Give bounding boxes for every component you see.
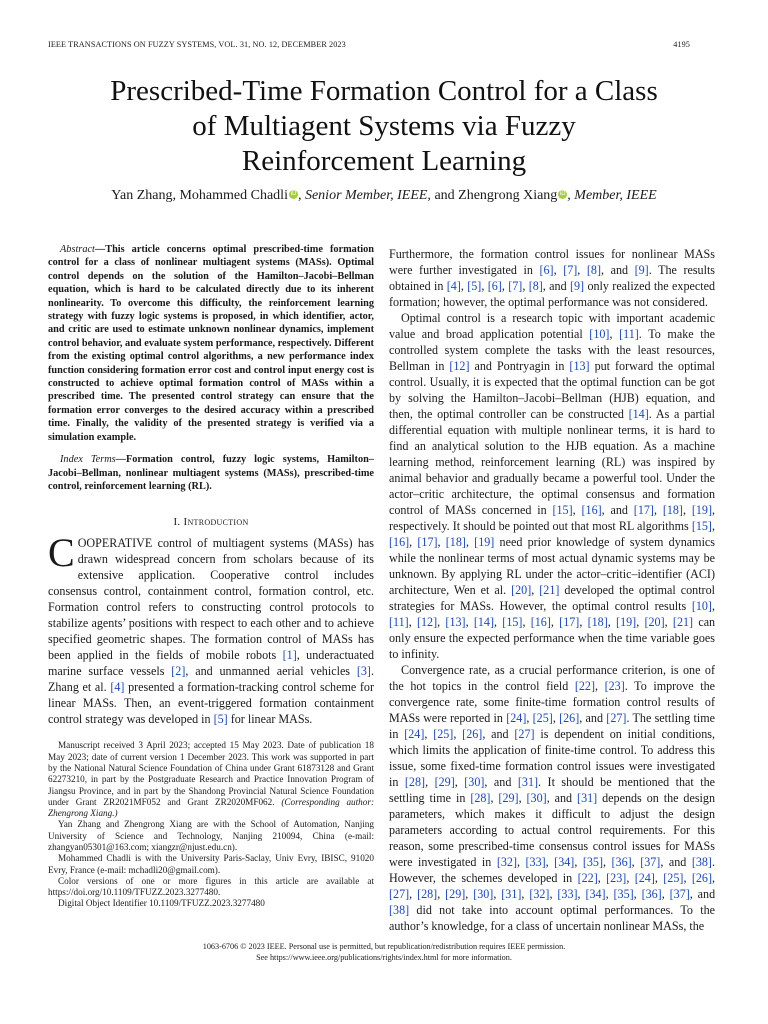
text-run: , <box>607 615 617 629</box>
citation-link[interactable]: [33] <box>525 855 546 869</box>
drop-cap: C <box>48 530 75 576</box>
citation-link[interactable]: [20] <box>511 583 532 597</box>
author-names: and Zhengrong Xiang <box>430 188 558 203</box>
copyright-line: 1063-6706 © 2023 IEEE. Personal use is permitted, but republication/redistribution requires IEEE permission. <box>202 942 566 951</box>
index-terms-label: Index Terms <box>60 454 116 466</box>
citation-link[interactable]: [1] <box>282 648 297 663</box>
citation-link[interactable]: [12] <box>449 359 470 373</box>
citation-link[interactable]: [30] <box>473 887 494 901</box>
citation-link[interactable]: [18] <box>587 615 608 629</box>
citation-link[interactable]: [34] <box>554 855 575 869</box>
footnote-doi: Digital Object Identifier 10.1109/TFUZZ.2023.3277480 <box>58 898 265 909</box>
citation-link[interactable]: [16] <box>389 535 410 549</box>
citation-link[interactable]: [6] <box>539 263 554 277</box>
text-run: , and <box>482 727 515 741</box>
text-run: , <box>574 855 583 869</box>
text-run: , <box>683 871 692 885</box>
text-run: is dependent on initial conditions, which limits the application of finite-time control. To address this issue, some fixed-time formation control issues were investigated in <box>389 727 716 789</box>
citation-link[interactable]: [13] <box>569 359 590 373</box>
text-run: , <box>481 279 488 293</box>
text-run: , <box>664 615 673 629</box>
citation-link[interactable]: [24] <box>634 871 655 885</box>
citation-link[interactable]: [8] <box>528 279 543 293</box>
text-run: . As a partial differential equation with multiple nonlinear terms, it is hard to find an analytical solution to the HJB equation. As a machine learning method, reinforcement learning (RL) was inspired by animal behavior and gradually became a powerful tool. Under the actor–critic architecture, the optimal consensus and formation control of MASs concerned in <box>389 407 715 517</box>
text-run: control of multiagent systems (MASs) has drawn widespread concern from scholars because of its extensive application. Cooperative control includes consensus control, containment control, formation control, etc. Formation control refers to constructing control protocols to stabilize agents’ positions with respect to each other and to achieve specified geometric shapes. The formation control of MASs has been applied in the fields of mobile robots <box>48 536 374 663</box>
text-run: , <box>454 775 465 789</box>
text-run: , <box>522 279 529 293</box>
text-run: , <box>633 887 642 901</box>
citation-link[interactable]: [5] <box>213 712 228 727</box>
citation-link[interactable]: [21] <box>672 615 694 629</box>
citation-link[interactable]: [30] <box>526 791 547 805</box>
text-run: . Zhang et al. <box>48 664 374 695</box>
citation-link[interactable]: [27] <box>606 711 627 725</box>
text-run: , <box>549 887 558 901</box>
text-run: , <box>553 263 564 277</box>
citation-link[interactable]: [21] <box>539 583 560 597</box>
citation-link[interactable]: [17] <box>417 535 438 549</box>
left-column <box>48 243 374 910</box>
text-run: depends on the design parameters, which makes it difficult to adjust the design parameters according to actual control requirements. For this reason, some prescribed-time consensus control issues for MASs were investigated in <box>389 791 715 869</box>
text-run: put forward the optimal control. Usually, it is expected that the optimal function can be got by solving the Hamilton–Jacobi–Bellman (HJB) equation, and then, the optimal controller can be constructed <box>389 359 715 421</box>
journal-name: IEEE TRANSACTIONS ON FUZZY SYSTEMS, VOL. 31, NO. 12, DECEMBER 2023 <box>48 40 346 49</box>
text-run: , <box>603 855 612 869</box>
title-line: of Multiagent Systems via Fuzzy <box>192 110 576 142</box>
author-list <box>40 188 728 204</box>
section-heading <box>48 516 374 528</box>
intro-caps: OOPERATIVE <box>77 536 153 551</box>
citation-link[interactable]: [19] <box>616 615 637 629</box>
citation-link[interactable]: [15] <box>502 615 523 629</box>
text-run: , <box>572 503 582 517</box>
citation-link[interactable]: [15] <box>691 519 712 533</box>
text-run: , <box>661 887 670 901</box>
citation-link[interactable]: [27] <box>389 887 410 901</box>
citation-link[interactable]: [22] <box>574 679 595 693</box>
text-run: Convergence rate, as a crucial performance criterion, is one of the hot topics in the control field <box>389 663 715 693</box>
citation-link[interactable]: [34] <box>585 887 606 901</box>
text-run: , and <box>546 791 578 805</box>
text-run: , and <box>601 263 635 277</box>
text-run: , <box>409 535 418 549</box>
citation-link[interactable]: [32] <box>496 855 517 869</box>
citation-link[interactable]: [30] <box>464 775 485 789</box>
citation-link[interactable]: [27] <box>514 727 535 741</box>
citation-link[interactable]: [24] <box>506 711 527 725</box>
text-run: . To make the controlled system complete the tasks with the least resources, Bellman in <box>389 327 715 373</box>
text-run: , <box>682 503 692 517</box>
copyright-footer <box>40 941 728 963</box>
text-run: , <box>712 871 716 885</box>
author-role: , Senior Member, IEEE, <box>297 188 431 203</box>
citation-link[interactable]: [4] <box>446 279 461 293</box>
citation-link[interactable]: [31] <box>517 775 539 789</box>
citation-link[interactable]: [19] <box>474 535 495 549</box>
text-run: , <box>460 279 468 293</box>
paragraph <box>389 310 715 662</box>
text-run: , <box>408 615 417 629</box>
text-run: , and <box>660 855 692 869</box>
citation-link[interactable]: [10] <box>691 599 712 613</box>
citation-link[interactable]: [38] <box>691 855 712 869</box>
author-names: Yan Zhang, Mohammed Chadli <box>111 188 288 203</box>
text-run: . It should be mentioned that the settling time in <box>389 775 715 805</box>
footnote-received <box>48 740 374 819</box>
citation-link[interactable]: [16] <box>581 503 602 517</box>
text-run: Manuscript received 3 April 2023; accepted 15 May 2023. Date of publication 18 May 2023; date of current version 1 December 2023. This work was supported in part by the National Natural Science Foundation of China under Grant 61873128 and Grant 62273210, in part by the Postgraduate Research and Practice Innovation Program of Jiangsu Province, and in part by the Shandong Provincial Natural Science Foundation under Grant ZR2021MF052 and Grant ZR2020MF062. <box>48 740 374 807</box>
permissions-line: See https://www.ieee.org/publications/rights/index.html for more information. <box>256 953 512 962</box>
citation-link[interactable]: [25] <box>663 871 684 885</box>
index-terms-text: —Formation control, fuzzy logic systems, Hamilton–Jacobi–Bellman, nonlinear multiagent systems (MASs), prescribed-time control, reinforcement learning (RL). <box>48 454 374 492</box>
citation-link[interactable]: [9] <box>569 279 585 293</box>
citation-link[interactable]: [26] <box>691 871 712 885</box>
text-run: , and <box>542 279 570 293</box>
footnotes <box>48 740 374 909</box>
text-run: , <box>711 599 715 613</box>
text-run: , <box>522 615 531 629</box>
citation-link[interactable]: [29] <box>498 791 519 805</box>
text-run: , and <box>601 503 634 517</box>
citation-link[interactable]: [33] <box>557 887 578 901</box>
text-run: , and <box>484 775 518 789</box>
text-run: , <box>521 887 530 901</box>
text-run: , <box>631 855 641 869</box>
text-run: can only ensure the expected performance when the time variable goes to infinity. <box>389 615 716 661</box>
abstract <box>48 243 374 444</box>
text-run: for linear MASs. <box>227 712 313 727</box>
citation-link[interactable]: [17] <box>633 503 654 517</box>
footnote-affiliation: Yan Zhang and Zhengrong Xiang are with the School of Automation, Nanjing University of Science and Technology, Nanjing 210094, China (e-mail: zhangyan05301@163.com; xiangzr@njust.edu.cn). <box>48 819 374 852</box>
text-run: , <box>636 615 645 629</box>
citation-link[interactable]: [23] <box>606 871 627 885</box>
intro-paragraph <box>48 530 375 727</box>
citation-link[interactable]: [26] <box>559 711 580 725</box>
citation-link[interactable]: [9] <box>634 263 649 277</box>
citation-link[interactable]: [12] <box>416 615 438 629</box>
citation-link[interactable]: [29] <box>434 775 455 789</box>
footnote-affiliation: Mohammed Chadli is with the University Paris-Saclay, Univ Evry, IBISC, 91020 Evry, France (e-mail: mchadli20@gmail.com). <box>48 853 374 875</box>
text-run: need prior knowledge of system dynamics while the nonlinear terms of most actual dynamic systems may be unknown. By applying RL under the actor–critic–identifier (ACI) architecture, Wen et al. <box>389 535 716 597</box>
text-run: , <box>609 327 620 341</box>
citation-link[interactable]: [4] <box>110 680 125 695</box>
text-run: , <box>526 711 533 725</box>
text-run: , <box>605 887 614 901</box>
text-run: Optimal control is a research topic with important academic value and broad application potential <box>389 311 715 341</box>
citation-link[interactable]: [32] <box>529 887 550 901</box>
text-run: , underactuated marine surface vessels <box>48 648 375 679</box>
citation-link[interactable]: [22] <box>577 871 598 885</box>
text-run: , <box>711 519 715 533</box>
text-run: developed the optimal control strategies for MASs. However, the optimal control results <box>389 583 715 613</box>
text-run: , and <box>689 887 716 901</box>
text-run: , <box>465 535 475 549</box>
orcid-icon[interactable]: iD <box>290 191 297 197</box>
text-run: did not take into account optimal performances. To the author’s knowledge, for a class of uncertain nonlinear MASs, the <box>389 903 715 933</box>
text-run: , <box>550 615 560 629</box>
text-run: , <box>516 855 526 869</box>
citation-link[interactable]: [28] <box>470 791 491 805</box>
text-run: , <box>465 615 474 629</box>
corresponding-author: (Corresponding author: Zhengrong Xiang.) <box>48 796 375 819</box>
text-run: Furthermore, the formation control issues for nonlinear MASs were further investigated in <box>389 247 715 277</box>
citation-link[interactable]: [25] <box>433 727 454 741</box>
text-run: , <box>518 791 527 805</box>
title-line: Prescribed-Time Formation Control for a Class <box>110 75 658 107</box>
citation-link[interactable]: [7] <box>563 263 578 277</box>
text-run: , and unmanned aerial vehicles <box>185 664 357 679</box>
paragraph <box>389 246 715 310</box>
text-run: , <box>493 887 502 901</box>
text-run: , <box>545 855 555 869</box>
citation-link[interactable]: [2] <box>171 664 186 679</box>
text-run: , and <box>579 711 607 725</box>
text-run: , <box>597 871 607 885</box>
text-run: . The settling time in <box>389 711 715 741</box>
text-run: , <box>654 871 664 885</box>
index-terms <box>48 453 374 493</box>
title-line: Reinforcement Learning <box>241 145 527 177</box>
paragraph <box>389 662 715 934</box>
citation-link[interactable]: [23] <box>604 679 625 693</box>
orcid-icon[interactable]: iD <box>559 191 566 197</box>
citation-link[interactable]: [7] <box>508 279 523 293</box>
citation-link[interactable]: [28] <box>417 887 438 901</box>
citation-link[interactable]: [10] <box>589 327 610 341</box>
citation-link[interactable]: [3] <box>356 664 371 679</box>
section-number: I. <box>173 516 181 529</box>
abstract-text: —This article concerns optimal prescribed-time formation control for a class of nonlinear multiagent systems (MASs). Optimal control depends on the solution of the Hamilton–Jacobi–Bellman equation, which is hard to be calculated directly due to its inherent nonlinearity. To overcome this difficulty, the reinforcement learning strategy with fuzzy logic systems is proposed, in which identifier, actor, and critic are used to estimate unknown nonlinear dynamics, implement control behavior, and evaluate system performance, respectively. Different from the existing optimal control algorithms, a new performance index function considering formation error cost and control input energy cost is constructed to achieve optimal formation control of MASs within a prescribed time. The presented control strategy can ensure that the formation error converges to the desired accuracy within a prescribed time. Finally, the validity of the presented strategy is verified via a simulation example. <box>48 244 374 443</box>
text-run: and Pontryagin in <box>469 359 570 373</box>
citation-link[interactable]: [35] <box>582 855 603 869</box>
text-run: , <box>437 887 446 901</box>
text-run: , <box>577 263 587 277</box>
section-title: Introduction <box>183 516 249 529</box>
citation-link[interactable]: [19] <box>691 503 712 517</box>
right-column <box>389 246 715 934</box>
text-run: , <box>501 279 509 293</box>
text-run: , <box>490 791 499 805</box>
text-run: , <box>409 887 418 901</box>
citation-link[interactable]: [14] <box>628 407 649 421</box>
citation-link[interactable]: [29] <box>445 887 466 901</box>
text-run: . To improve the convergence rate, some finite-time formation control results of MASs were reported in <box>389 679 715 725</box>
author-role: , Member, IEEE <box>567 188 657 203</box>
text-run: , <box>579 615 588 629</box>
citation-link[interactable]: [20] <box>644 615 665 629</box>
text-run: , <box>425 775 435 789</box>
text-run: , <box>626 871 635 885</box>
citation-link[interactable]: [14] <box>473 615 495 629</box>
text-run: presented a formation-tracking control scheme for linear MASs. Then, an event-triggered formation containment control strategy was developed in <box>48 680 374 727</box>
page-number: 4195 <box>673 40 690 49</box>
citation-link[interactable]: [6] <box>487 279 502 293</box>
footnote-color-note: Color versions of one or more figures in this article are available at https://doi.org/10.1109/TFUZZ.2023.3277480. <box>48 875 374 898</box>
citation-link[interactable]: [24] <box>404 727 425 741</box>
citation-link[interactable]: [18] <box>445 535 466 549</box>
text-run: , <box>437 615 446 629</box>
text-run: , <box>594 679 605 693</box>
citation-link[interactable]: [11] <box>389 615 409 629</box>
citation-link[interactable]: [18] <box>662 503 683 517</box>
text-run: . However, the schemes developed in <box>389 855 715 885</box>
citation-link[interactable]: [25] <box>532 711 553 725</box>
paper-title <box>40 74 728 179</box>
citation-link[interactable]: [28] <box>404 775 426 789</box>
text-run: , <box>531 583 540 597</box>
citation-link[interactable]: [37] <box>640 855 661 869</box>
running-header <box>48 40 690 49</box>
text-run: , <box>552 711 560 725</box>
citation-link[interactable]: [26] <box>462 727 483 741</box>
citation-link[interactable]: [36] <box>611 855 632 869</box>
text-run: , <box>494 615 503 629</box>
text-run: only realized the expected formation; however, the optimal performance was not considered. <box>389 279 715 309</box>
text-run: , <box>437 535 446 549</box>
citation-link[interactable]: [36] <box>641 887 662 901</box>
text-run: , <box>453 727 463 741</box>
citation-link[interactable]: [31] <box>501 887 522 901</box>
citation-link[interactable]: [13] <box>445 615 466 629</box>
text-run: , <box>465 887 474 901</box>
text-run: , respectively. It should be pointed out that most RL algorithms <box>389 503 716 533</box>
text-run: , <box>577 887 586 901</box>
abstract-label: Abstract <box>60 244 95 255</box>
citation-link[interactable]: [17] <box>559 615 580 629</box>
citation-link[interactable]: [11] <box>619 327 639 341</box>
text-run: , <box>653 503 663 517</box>
citation-link[interactable]: [38] <box>389 903 410 917</box>
citation-link[interactable]: [15] <box>552 503 573 517</box>
citation-link[interactable]: [8] <box>586 263 601 277</box>
citation-link[interactable]: [5] <box>467 279 482 293</box>
text-run: , <box>424 727 434 741</box>
citation-link[interactable]: [31] <box>577 791 598 805</box>
citation-link[interactable]: [35] <box>613 887 634 901</box>
citation-link[interactable]: [37] <box>669 887 690 901</box>
text-run: . The results obtained in <box>389 263 716 293</box>
citation-link[interactable]: [16] <box>530 615 551 629</box>
